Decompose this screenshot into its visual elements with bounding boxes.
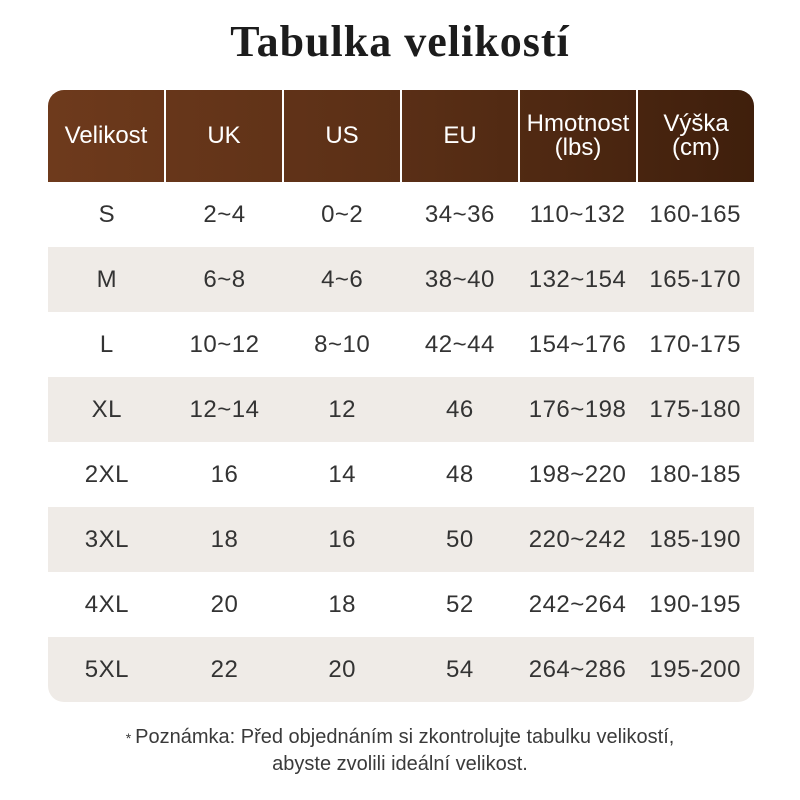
table-cell: 2~4 [203,200,246,228]
header-us [284,90,402,182]
table-row [48,572,754,637]
table-cell: 34~36 [424,200,495,228]
table-row [48,507,754,572]
table-cell: 50 [446,525,474,553]
table-cell: 8~10 [314,330,371,358]
table-cell: 175-180 [649,395,741,423]
header-height [638,90,754,182]
footnote-line-2: abyste zvolili ideální velikost. [272,752,528,775]
header-label: UK [207,122,241,149]
table-cell: 220~242 [528,525,627,553]
table-cell: 16 [328,525,357,553]
table-cell: 48 [446,460,474,488]
table-cell: 170-175 [649,330,741,358]
page-title: Tabulka velikostí [230,17,570,66]
table-cell: M [96,265,118,293]
table-cell: 198~220 [528,460,627,488]
table-cell: 242~264 [528,590,627,618]
table-cell: 165-170 [649,265,741,293]
table-cell: S [98,200,116,228]
table-cell: L [99,330,114,358]
header-label: Výška [663,110,729,137]
table-row [48,637,754,702]
header-label: Velikost [64,122,148,149]
table-cell: 180-185 [649,460,741,488]
table-cell: 18 [328,590,357,618]
table-cell: 42~44 [424,330,495,358]
table-cell: 12 [328,395,357,423]
header-unit: (lbs) [554,134,602,161]
table-cell: 185-190 [649,525,741,553]
table-cell: 20 [210,590,239,618]
header-label: Hmotnost [526,110,630,137]
table-row [48,442,754,507]
table-cell: 0~2 [321,200,364,228]
table-cell: 46 [446,395,474,423]
table-body [48,182,754,702]
table-cell: 20 [328,655,357,683]
table-cell: 2XL [84,460,129,488]
table-cell: 3XL [84,525,129,553]
header-label: EU [443,122,477,149]
size-table [48,90,754,702]
table-cell: 18 [210,525,239,553]
table-cell: 5XL [84,655,129,683]
table-cell: 264~286 [528,655,627,683]
footnote [0,724,800,777]
table-cell: 6~8 [203,265,246,293]
table-cell: 54 [446,655,474,683]
header-label: US [325,122,359,149]
table-cell: 160-165 [649,200,741,228]
table-cell: 10~12 [189,330,260,358]
asterisk-icon: * [125,729,132,746]
table-cell: 190-195 [649,590,741,618]
table-cell: 14 [328,460,357,488]
table-row [48,182,754,247]
footnote-line-1: Poznámka: Před objednáním si zkontrolujte tabulku velikostí, [135,726,675,748]
table-cell: 4~6 [321,265,364,293]
header-uk [166,90,284,182]
table-row [48,377,754,442]
header-unit: (cm) [672,134,720,161]
table-cell: 132~154 [528,265,627,293]
table-cell: 110~132 [529,200,626,228]
table-cell: 195-200 [649,655,741,683]
table-cell: 12~14 [189,395,260,423]
table-cell: 52 [446,590,474,618]
table-header [48,90,754,182]
header-weight [520,90,638,182]
table-cell: 22 [210,655,239,683]
table-row [48,312,754,377]
table-cell: 176~198 [528,395,627,423]
table-cell: XL [91,395,123,423]
table-cell: 154~176 [528,330,627,358]
table-cell: 16 [210,460,239,488]
table-row [48,247,754,312]
header-eu [402,90,520,182]
table-cell: 4XL [84,590,129,618]
table-cell: 38~40 [424,265,495,293]
header-size [48,90,166,182]
